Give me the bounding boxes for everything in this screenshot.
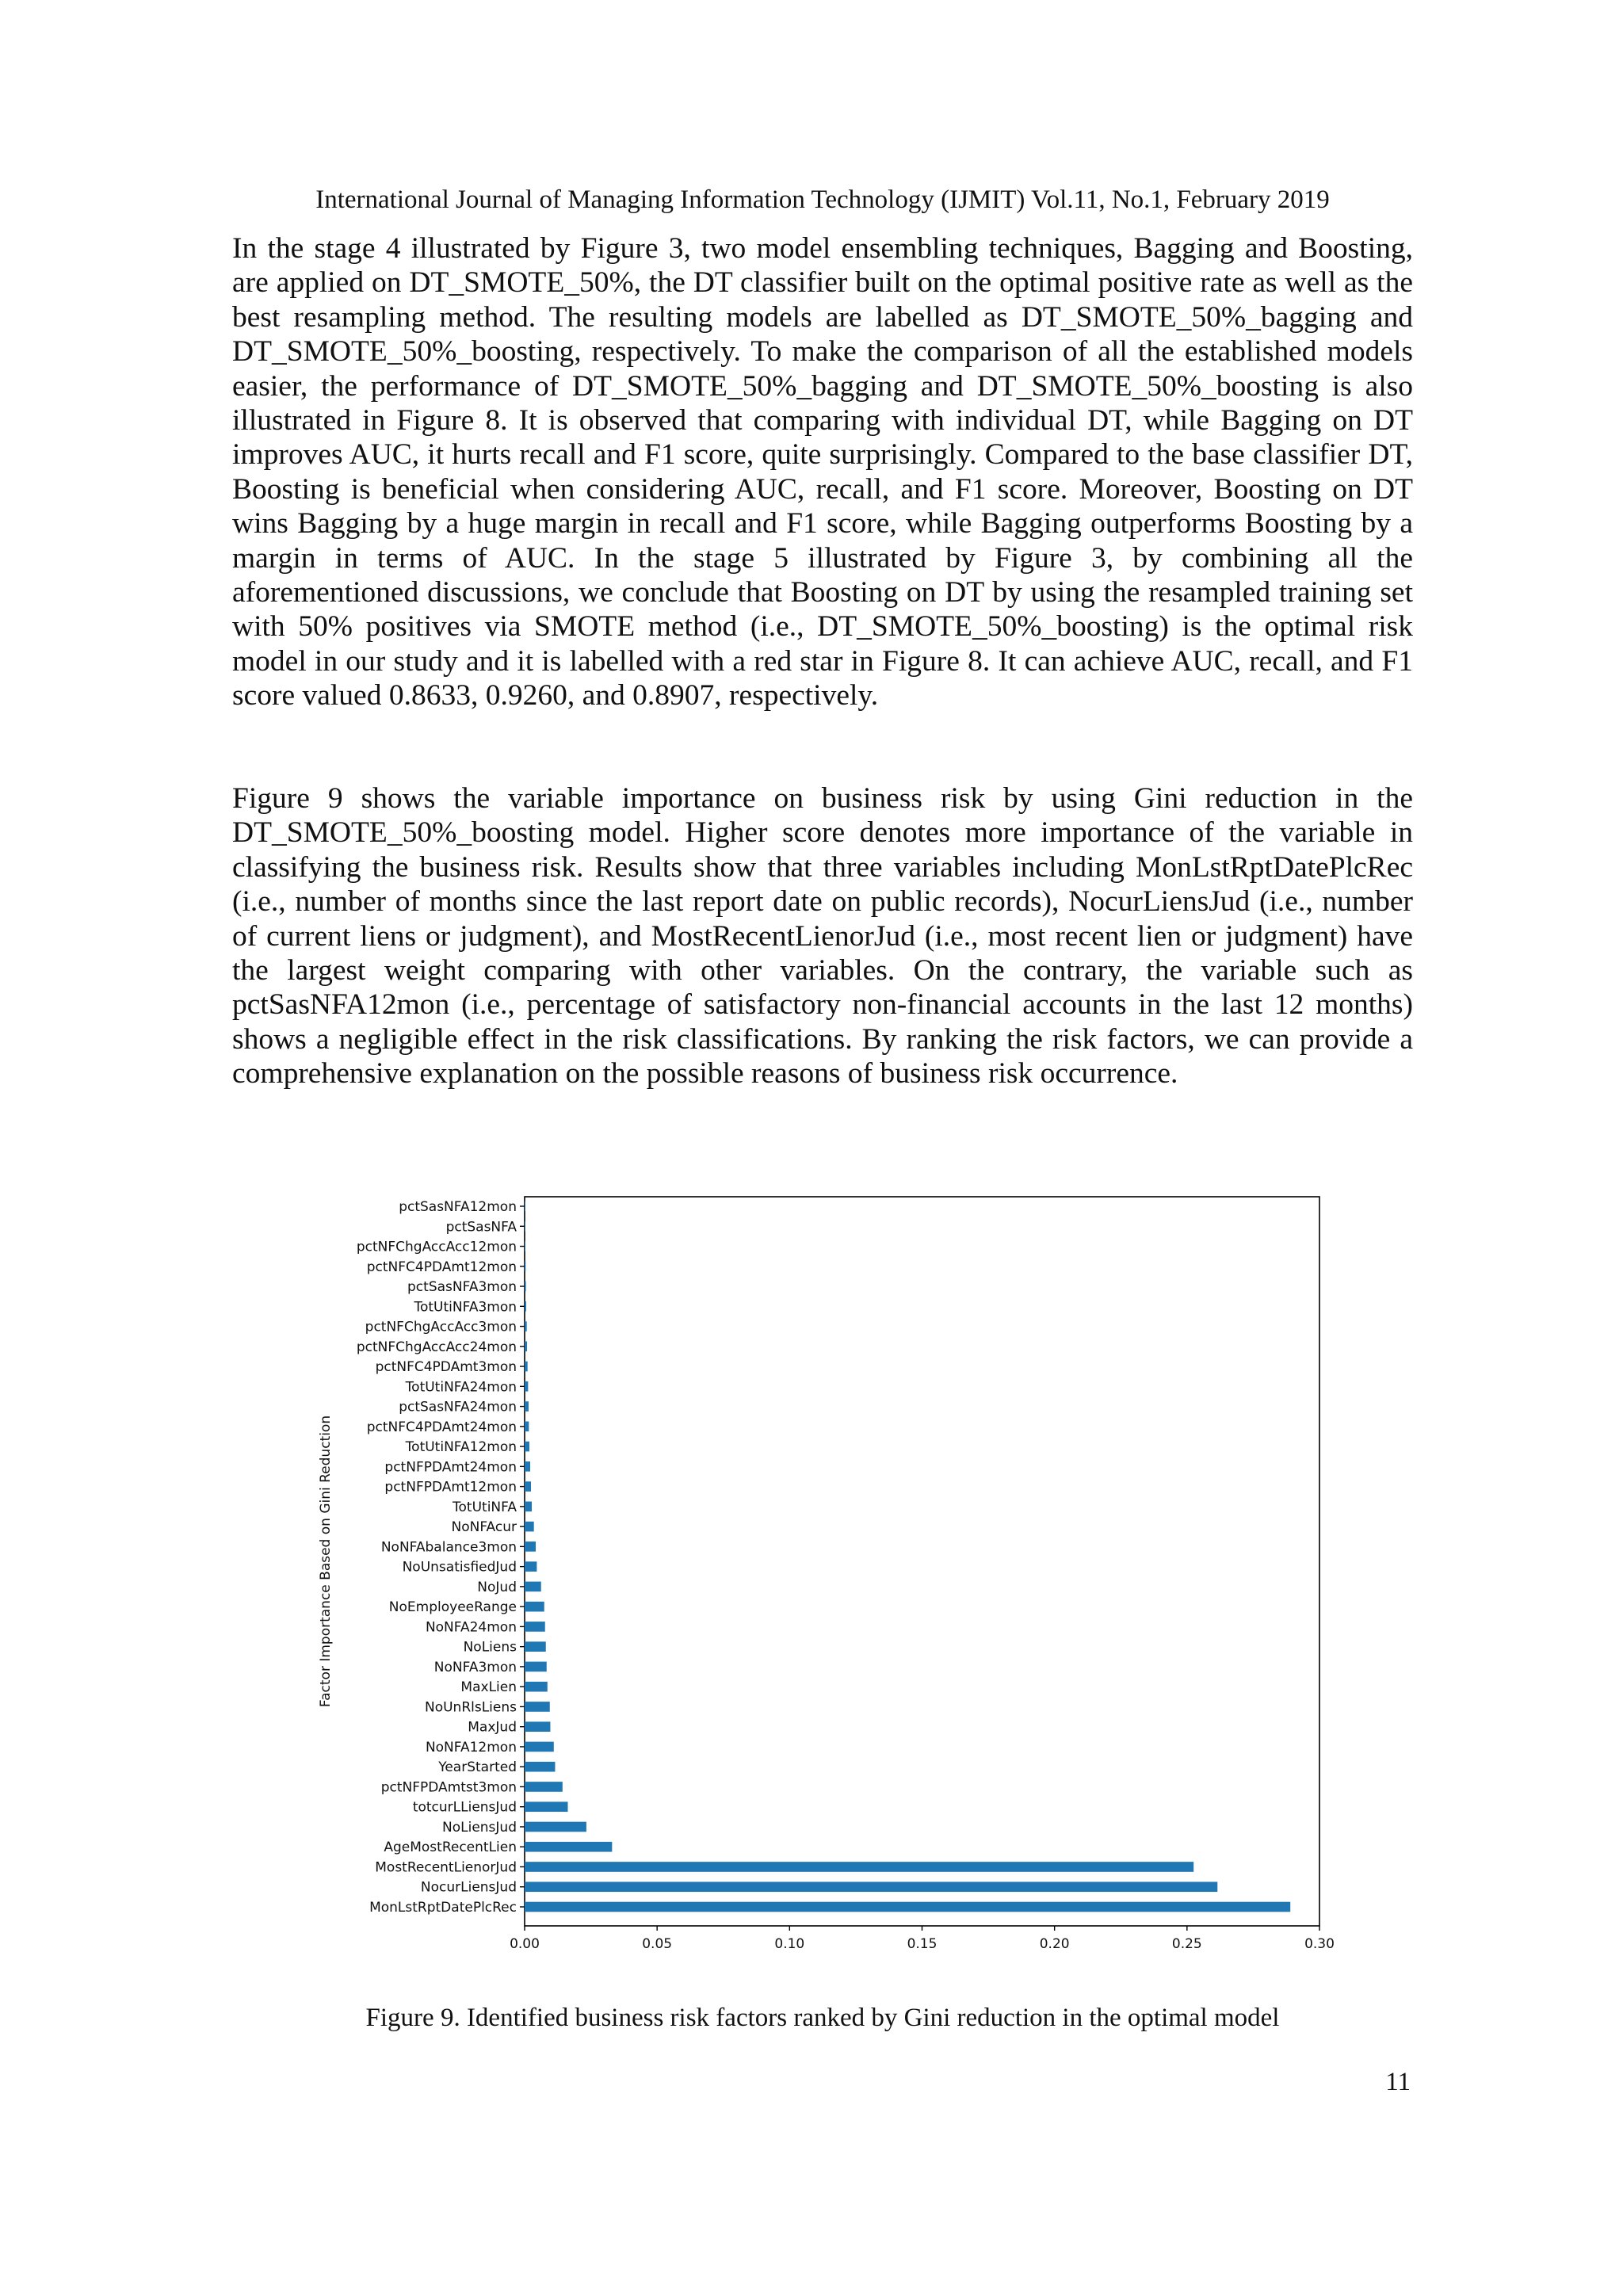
ytick-label-TotUtiNFA12mon: TotUtiNFA12mon — [405, 1439, 517, 1456]
xtick-label-0.30: 0.30 — [1304, 1936, 1335, 1948]
xtick-label-0.10: 0.10 — [774, 1936, 805, 1948]
bar-NoLiensJud — [525, 1822, 586, 1832]
ytick-label-NoUnRlsLiens: NoUnRlsLiens — [424, 1699, 517, 1716]
ytick-label-MaxJud: MaxJud — [468, 1719, 517, 1736]
bar-NoNFA3mon — [525, 1662, 547, 1672]
bar-TotUtiNFA24mon — [525, 1381, 528, 1392]
xtick-label-0.05: 0.05 — [642, 1936, 673, 1948]
ytick-label-pctSasNFA24mon: pctSasNFA24mon — [399, 1399, 517, 1415]
page-number: 11 — [1385, 2068, 1411, 2096]
bar-pctNFChgAccAcc24mon — [525, 1341, 527, 1351]
xtick-label-0.20: 0.20 — [1039, 1936, 1070, 1948]
ytick-label-NoLiensJud: NoLiensJud — [442, 1819, 517, 1836]
ytick-label-pctNFC4PDAmt3mon: pctNFC4PDAmt3mon — [375, 1359, 517, 1376]
xtick-label-0.00: 0.00 — [510, 1936, 540, 1948]
bar-YearStarted — [525, 1762, 555, 1772]
bar-NoNFA12mon — [525, 1742, 554, 1752]
bar-MonLstRptDatePlcRec — [525, 1902, 1290, 1912]
ytick-label-pctNFChgAccAcc24mon: pctNFChgAccAcc24mon — [356, 1339, 517, 1355]
bar-NoUnsatisfiedJud — [525, 1561, 537, 1572]
feature-importance-chart — [309, 1171, 1339, 1948]
plot-frame — [525, 1197, 1319, 1926]
bar-pctNFChgAccAcc3mon — [525, 1321, 527, 1331]
ytick-label-NoEmployeeRange: NoEmployeeRange — [388, 1599, 517, 1616]
ytick-label-MaxLien: MaxLien — [460, 1679, 517, 1696]
ytick-label-TotUtiNFA24mon: TotUtiNFA24mon — [405, 1379, 517, 1396]
ytick-label-NoNFAcur: NoNFAcur — [451, 1519, 517, 1536]
bar-pctNFC4PDAmt3mon — [525, 1362, 528, 1372]
ytick-label-MostRecentLienorJud: MostRecentLienorJud — [375, 1859, 517, 1876]
ytick-label-NoNFAbalance3mon: NoNFAbalance3mon — [380, 1539, 517, 1556]
xtick-label-0.15: 0.15 — [907, 1936, 938, 1948]
bar-pctSasNFA3mon — [525, 1282, 526, 1292]
xtick-label-0.25: 0.25 — [1171, 1936, 1202, 1948]
ytick-label-totcurLLiensJud: totcurLLiensJud — [412, 1799, 517, 1816]
ytick-label-AgeMostRecentLien: AgeMostRecentLien — [384, 1839, 517, 1856]
bar-NoUnRlsLiens — [525, 1702, 550, 1712]
y-axis-label: Factor Importance Based on Gini Reduction — [318, 1415, 334, 1708]
ytick-label-NoNFA3mon: NoNFA3mon — [433, 1659, 517, 1675]
bar-NoJud — [525, 1582, 541, 1592]
bar-TotUtiNFA — [525, 1502, 532, 1512]
ytick-label-pctSasNFA12mon: pctSasNFA12mon — [399, 1199, 517, 1215]
body-paragraph-2: Figure 9 shows the variable importance on business risk by using Gini reduction in the DT_SMOTE_50%_boosting model. Higher score denotes more importance of the variable in classifying the business risk. Results show that three variables including MonLstRptDatePlcRec (i.e., number of months since the last report date on public records), NocurLiensJud (i.e., number of current liens or judgment), and MostRecentLienorJud (i.e., most recent lien or judgment) have the largest weight comparing with other variables. On the contrary, the variable such as pctSasNFA12mon (i.e., percentage of satisfactory non-financial accounts in the last 12 months) shows a negligible effect in the risk classifications. By ranking the risk factors, we can provide a comprehensive explanation on the possible reasons of business risk occurrence. — [232, 782, 1413, 1091]
bar-pctNFPDAmt12mon — [525, 1481, 531, 1492]
bar-AgeMostRecentLien — [525, 1842, 612, 1852]
ytick-label-NocurLiensJud: NocurLiensJud — [420, 1879, 517, 1896]
ytick-label-NoJud: NoJud — [477, 1579, 517, 1595]
figure-9 — [309, 1171, 1339, 1948]
ytick-label-pctNFChgAccAcc12mon: pctNFChgAccAcc12mon — [356, 1239, 517, 1255]
ytick-label-TotUtiNFA: TotUtiNFA — [453, 1499, 517, 1515]
ytick-label-NoNFA12mon: NoNFA12mon — [425, 1739, 517, 1755]
ytick-label-TotUtiNFA3mon: TotUtiNFA3mon — [414, 1299, 517, 1316]
ytick-label-NoLiens: NoLiens — [463, 1639, 517, 1656]
ytick-label-YearStarted: YearStarted — [438, 1759, 517, 1776]
ytick-label-MonLstRptDatePlcRec: MonLstRptDatePlcRec — [369, 1900, 517, 1916]
bar-MaxJud — [525, 1721, 550, 1732]
ytick-label-pctNFPDAmtst3mon: pctNFPDAmtst3mon — [380, 1779, 517, 1796]
bar-MaxLien — [525, 1682, 548, 1692]
ytick-label-pctNFPDAmt24mon: pctNFPDAmt24mon — [384, 1459, 517, 1476]
bar-NocurLiensJud — [525, 1881, 1217, 1892]
bar-NoNFA24mon — [525, 1622, 545, 1632]
journal-header: International Journal of Managing Information Technology (IJMIT) Vol.11, No.1, February 2019 — [315, 185, 1330, 214]
ytick-label-pctSasNFA: pctSasNFA — [445, 1219, 517, 1236]
ytick-label-pctSasNFA3mon: pctSasNFA3mon — [407, 1279, 517, 1296]
bar-pctSasNFA24mon — [525, 1401, 529, 1412]
bar-TotUtiNFA12mon — [525, 1442, 529, 1452]
ytick-label-NoNFA24mon: NoNFA24mon — [425, 1619, 517, 1636]
bar-pctNFPDAmtst3mon — [525, 1782, 563, 1792]
ytick-label-pctNFChgAccAcc3mon: pctNFChgAccAcc3mon — [365, 1319, 517, 1335]
bar-NoLiens — [525, 1641, 546, 1652]
bar-NoNFAbalance3mon — [525, 1541, 536, 1552]
ytick-label-NoUnsatisfiedJud: NoUnsatisfiedJud — [402, 1559, 517, 1576]
bar-pctNFC4PDAmt24mon — [525, 1422, 529, 1432]
bar-NoEmployeeRange — [525, 1602, 544, 1612]
bar-MostRecentLienorJud — [525, 1862, 1193, 1872]
figure-caption: Figure 9. Identified business risk factors ranked by Gini reduction in the optimal model — [365, 2004, 1280, 2032]
ytick-label-pctNFPDAmt12mon: pctNFPDAmt12mon — [384, 1479, 517, 1496]
body-paragraph-1: In the stage 4 illustrated by Figure 3, two model ensembling techniques, Bagging and Boosting, are applied on DT_SMOTE_50%, the DT classifier built on the optimal positive rate as well as the best resampling method. The resulting models are labelled as DT_SMOTE_50%_bagging and DT_SMOTE_50%_boosting, respectively. To make the comparison of all the established models easier, the performance of DT_SMOTE_50%_bagging and DT_SMOTE_50%_boosting is also illustrated in Figure 8. It is observed that comparing with individual DT, while Bagging on DT improves AUC, it hurts recall and F1 score, quite surprisingly. Compared to the base classifier DT, Boosting is beneficial when considering AUC, recall, and F1 score. Moreover, Boosting on DT wins Bagging by a huge margin in recall and F1 score, while Bagging outperforms Boosting by a margin in terms of AUC. In the stage 5 illustrated by Figure 3, by combining all the aforementioned discussions, we conclude that Boosting on DT by using the resampled training set with 50% positives via SMOTE method (i.e., DT_SMOTE_50%_boosting) is the optimal risk model in our study and it is labelled with a red star in Figure 8. It can achieve AUC, recall, and F1 score valued 0.8633, 0.9260, and 0.8907, respectively. — [232, 232, 1413, 712]
bar-NoNFAcur — [525, 1522, 534, 1532]
bar-pctNFPDAmt24mon — [525, 1461, 530, 1472]
ytick-label-pctNFC4PDAmt24mon: pctNFC4PDAmt24mon — [366, 1419, 517, 1435]
bar-totcurLLiensJud — [525, 1801, 567, 1812]
bar-TotUtiNFA3mon — [525, 1301, 526, 1312]
ytick-label-pctNFC4PDAmt12mon: pctNFC4PDAmt12mon — [366, 1259, 517, 1275]
